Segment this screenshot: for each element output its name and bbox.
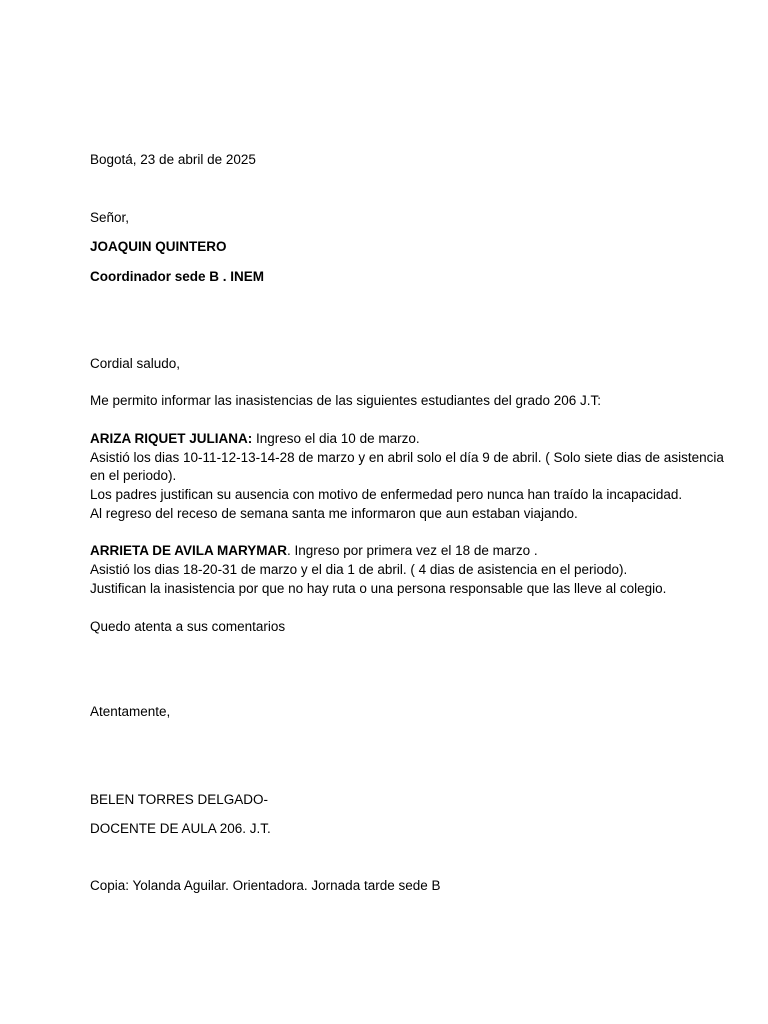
student1-enrollment: Ingreso el dia 10 de marzo.: [252, 431, 420, 446]
student1-note: Al regreso del receso de semana santa me informaron que aun estaban viajando.: [90, 506, 578, 521]
student1-justification: Los padres justifican su ausencia con motivo de enfermedad pero nunca han traído la incapacidad.: [90, 487, 683, 502]
salutation-to: Señor,: [90, 210, 130, 225]
student2-enrollment: . Ingreso por primera vez el 18 de marzo .: [287, 543, 538, 558]
student2-heading: [90, 542, 708, 560]
student2-name: ARRIETA DE AVILA MARYMAR: [90, 543, 287, 558]
student1-attendance: Asistió los dias 10-11-12-13-14-28 de marzo y en abril solo el día 9 de abril. ( Solo siete dias de asistencia: [90, 450, 724, 465]
student2-justification: Justifican la inasistencia por que no hay ruta o una persona responsable que las lleve al colegio.: [90, 581, 667, 596]
copy-line: Copia: Yolanda Aguilar. Orientadora. Jornada tarde sede B: [90, 878, 441, 893]
student1-name: ARIZA RIQUET JULIANA:: [90, 431, 253, 446]
recipient-title: Coordinador sede B . INEM: [90, 269, 265, 284]
closing-note: Quedo atenta a sus comentarios: [90, 619, 286, 634]
letter-date: Bogotá, 23 de abril de 2025: [90, 152, 256, 167]
student2-attendance: Asistió los dias 18-20-31 de marzo y el dia 1 de abril. ( 4 dias de asistencia en el periodo).: [90, 562, 628, 577]
student1-attendance-cont: en el periodo).: [90, 468, 177, 483]
student1-heading: [90, 430, 708, 448]
recipient-name: JOAQUIN QUINTERO: [90, 239, 227, 254]
sign-off: Atentamente,: [90, 704, 171, 719]
greeting: Cordial saludo,: [90, 356, 181, 371]
intro-paragraph: Me permito informar las inasistencias de las siguientes estudiantes del grado 206 J.T:: [90, 393, 602, 408]
signer-role: DOCENTE DE AULA 206. J.T.: [90, 821, 271, 836]
signer-name: BELEN TORRES DELGADO-: [90, 792, 269, 807]
